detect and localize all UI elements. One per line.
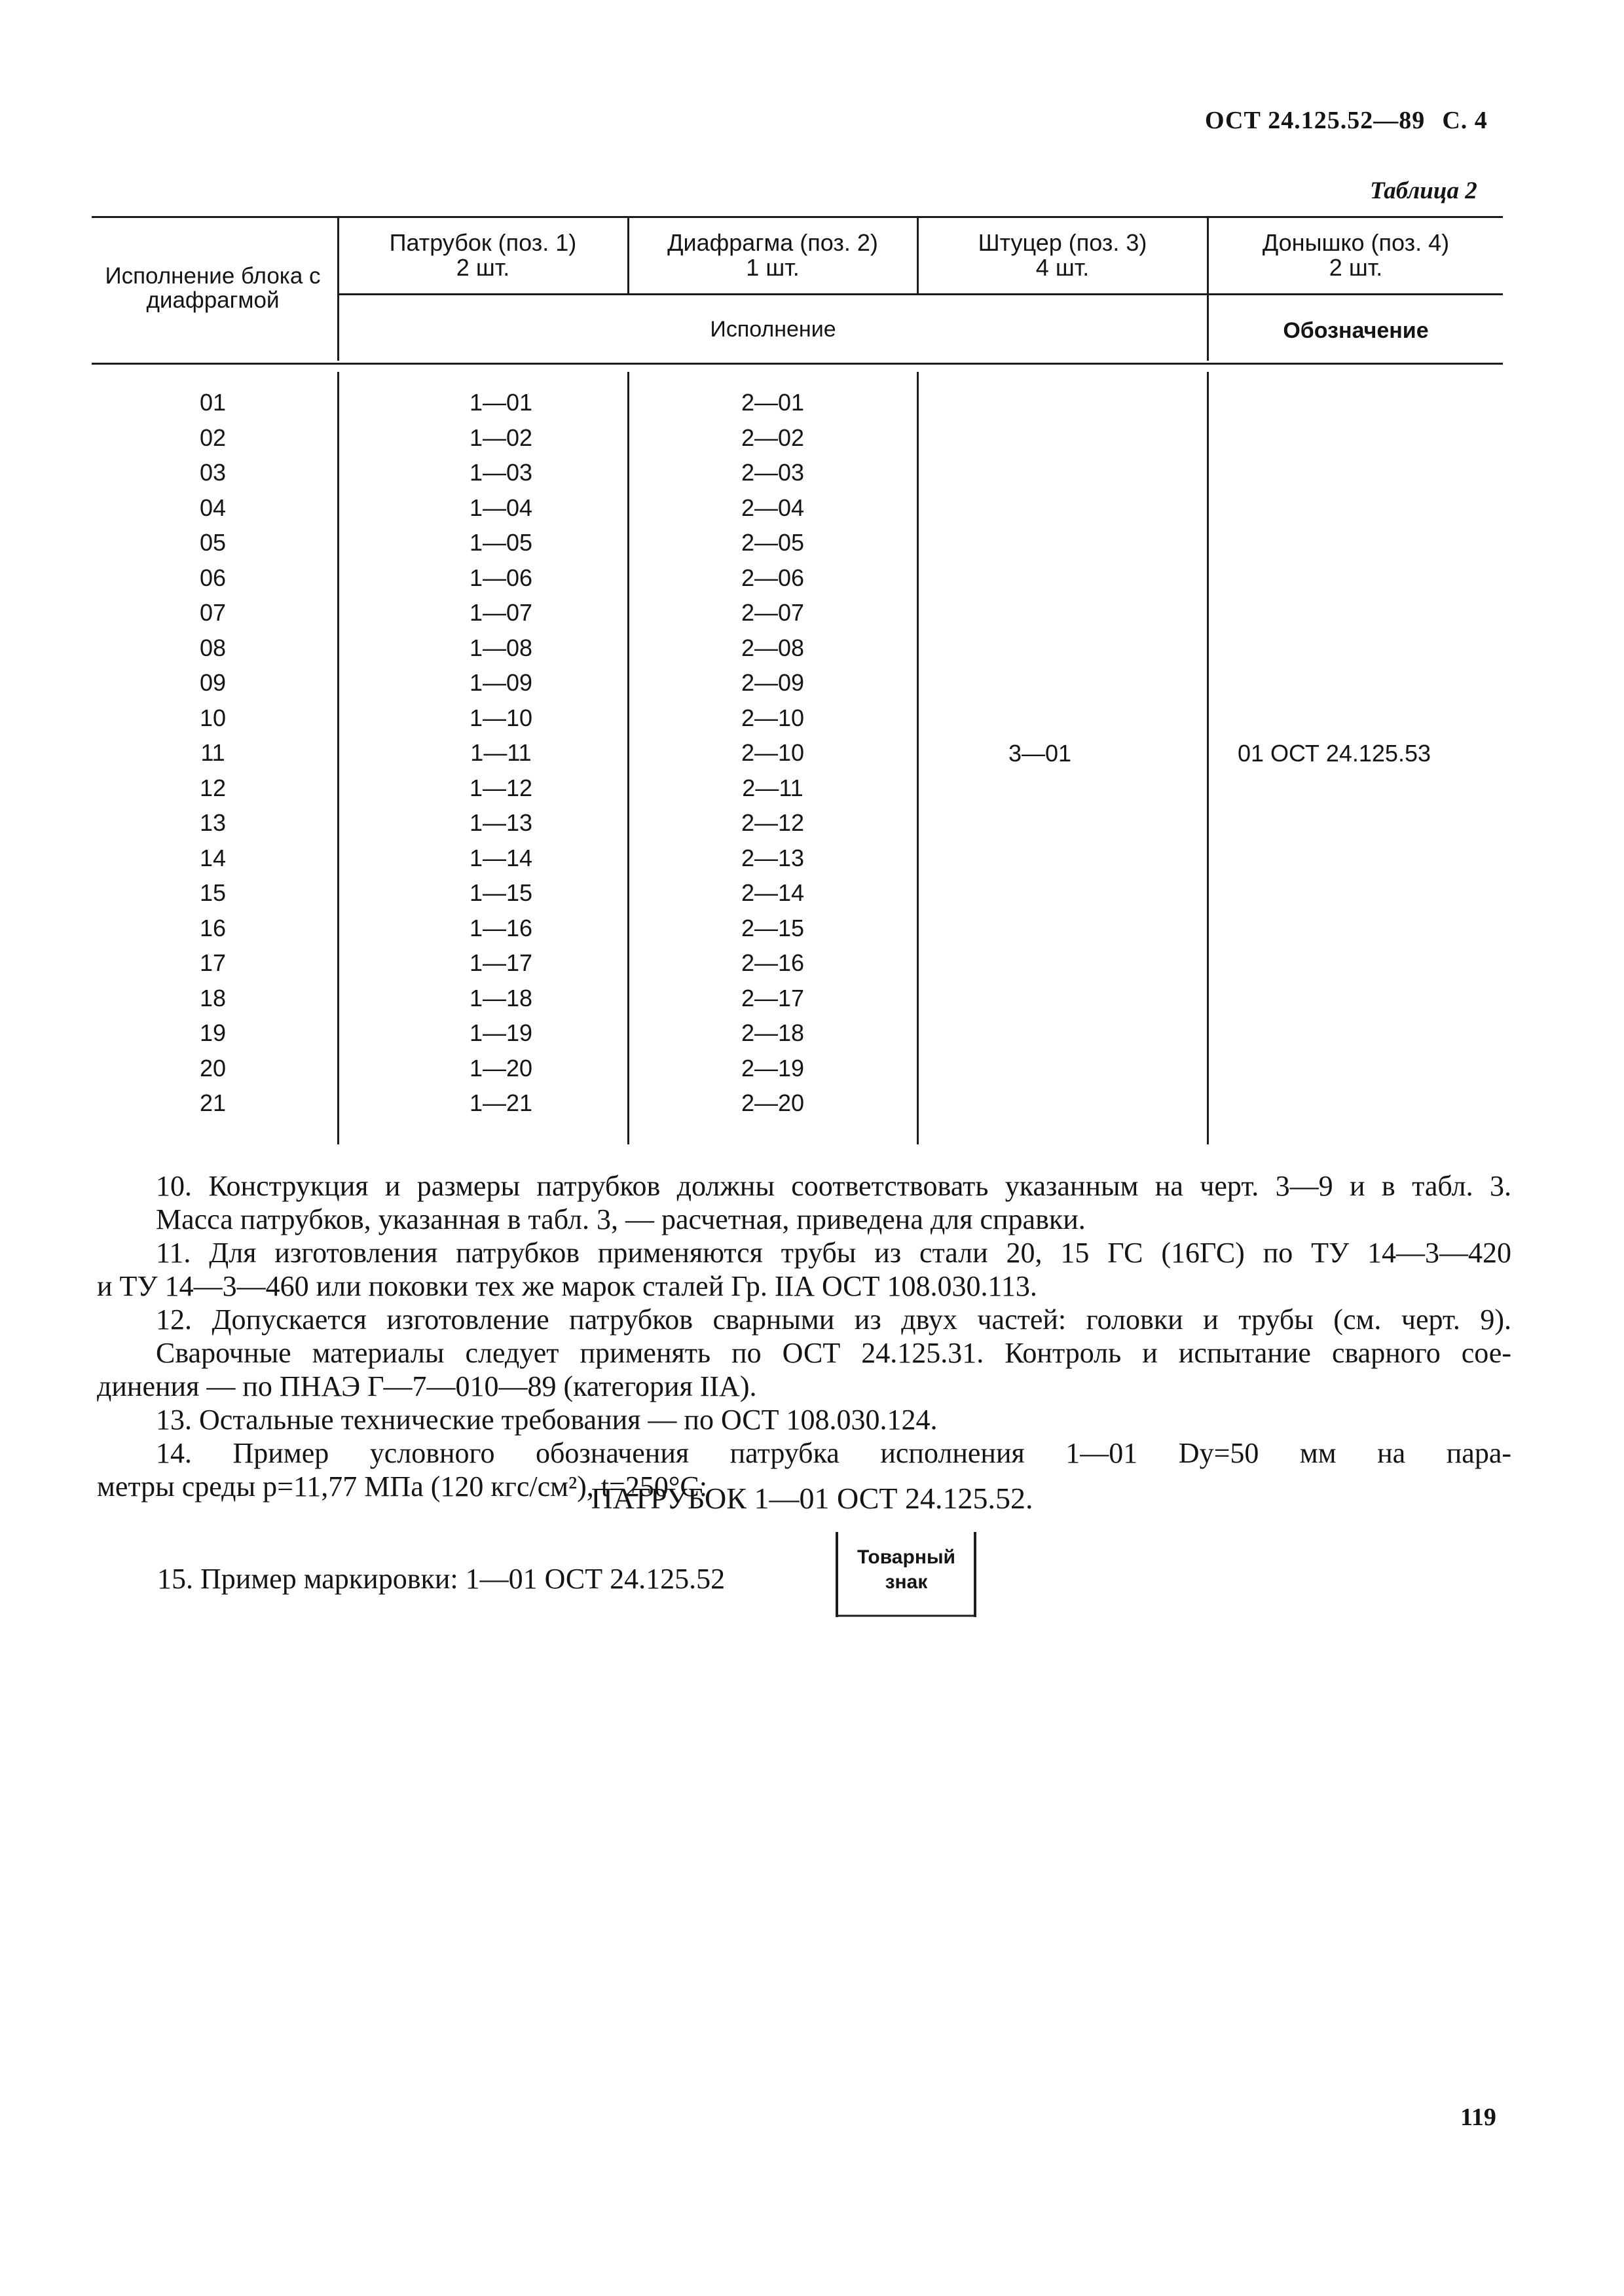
table-cell-diafragma: 2—10 [741,704,805,731]
page-number: 119 [1460,2104,1496,2131]
table-cell-execution: 05 [199,529,227,556]
table-caption: Таблица 2 [1370,177,1477,204]
table-cell-diafragma: 2—18 [741,1019,805,1046]
table-cell-execution: 15 [199,879,227,906]
table-cell-execution: 03 [199,459,227,486]
header-shtutser: Штуцер (поз. 3) 4 шт. [978,229,1147,281]
table-cell-patrubok: 1—20 [469,1054,533,1082]
body-col-divider-4 [1207,372,1209,1144]
body-col-divider-3 [917,372,919,1144]
table-cell-diafragma: 2—12 [741,809,805,836]
paragraph-13: 13. Остальные технические требования — по ОСТ 108.030.124. [156,1404,938,1436]
table-cell-patrubok: 1—04 [469,494,533,521]
table-cell-patrubok: 1—05 [469,529,533,556]
document-id: ОСТ 24.125.52—89 [1205,107,1426,134]
table-cell-execution: 11 [200,739,225,766]
document-header [1205,106,1488,135]
table-cell-patrubok: 1—01 [469,389,533,416]
table-cell-execution: 06 [199,564,227,591]
table-cell-diafragma: 2—17 [741,984,805,1011]
table-cell-execution: 19 [199,1019,227,1046]
table-cell-diafragma: 2—01 [741,389,805,416]
table-cell-patrubok: 1—07 [469,599,533,626]
shtutser-value: 3—01 [1008,740,1072,767]
table-cell-diafragma: 2—13 [741,844,805,871]
paragraph-10: 10. Конструкция и размеры патрубков должны соответствовать указанным на черт. 3—9 и в табл. 3. Масса патрубков, указанная в табл. 3, — расчетная, приведена для справки. [156,1170,1511,1235]
table-cell-patrubok: 1—13 [469,809,533,836]
table-cell-diafragma: 2—11 [742,774,803,801]
table-cell-execution: 07 [199,599,227,626]
table-cell-diafragma: 2—14 [741,879,805,906]
execution-column [177,385,249,1121]
header-donyshko: Донышко (поз. 4) 2 шт. [1262,229,1450,281]
header-patrubok: Патрубок (поз. 1) 2 шт. [389,229,577,281]
col-divider-3 [917,218,919,293]
table-cell-patrubok: 1—09 [469,669,533,696]
body-col-divider-1 [337,372,339,1144]
table-cell-patrubok: 1—03 [469,459,533,486]
table-cell-execution: 09 [199,669,227,696]
paragraph-12: 12. Допускается изготовление патрубков сварными из двух частей: головки и трубы (см. черт. 9). Сварочные материалы следует применять по ОСТ 24.125.31. Контроль и испытание сварного сое- динения — по ПНАЭ Г—7—010—89 (категория IIА). [97,1303,1511,1402]
table-cell-execution: 14 [199,844,227,871]
paragraph-11: 11. Для изготовления патрубков применяются трубы из стали 20, 15 ГС (16ГС) по ТУ 14—3—420 и ТУ 14—3—460 или поковки тех же марок сталей Гр. IIА ОСТ 108.030.113. [97,1237,1511,1302]
table-cell-diafragma: 2—08 [741,634,805,661]
diafragma-column [704,385,841,1121]
table-cell-execution: 20 [199,1054,227,1082]
header-diafragma: Диафрагма (поз. 2) 1 шт. [667,229,878,281]
table-cell-execution: 01 [199,389,227,416]
table-cell-patrubok: 1—18 [469,984,533,1011]
table-cell-execution: 17 [199,949,227,976]
table-cell-execution: 21 [199,1089,227,1116]
table-cell-diafragma: 2—05 [741,529,805,556]
table-subhead-rule [339,293,1503,295]
subheader-ispolnenie: Исполнение [710,317,836,342]
table-cell-execution: 08 [199,634,227,661]
table-cell-execution: 13 [199,809,227,836]
table-cell-execution: 10 [199,704,227,731]
trademark-stamp: Товарный знак [835,1532,978,1617]
table-cell-execution: 18 [199,984,227,1011]
donyshko-value: 01 ОСТ 24.125.53 [1238,740,1431,767]
table-cell-patrubok: 1—15 [469,879,533,906]
table-cell-diafragma: 2—10 [741,739,805,766]
page-label: С. 4 [1442,107,1488,134]
paragraph-14: 14. Пример условного обозначения патрубка исполнения 1—01 Dу=50 мм на пара- метры среды p=11,77 МПа (120 кгс/см²), t=250°С: [97,1437,1511,1503]
table-cell-diafragma: 2—09 [741,669,805,696]
table-cell-patrubok: 1—19 [469,1019,533,1046]
table-cell-diafragma: 2—19 [741,1054,805,1082]
table-cell-execution: 12 [199,774,227,801]
table-cell-patrubok: 1—11 [470,739,532,766]
table-cell-diafragma: 2—15 [741,914,805,941]
table-cell-patrubok: 1—16 [469,914,533,941]
table-cell-diafragma: 2—07 [741,599,805,626]
table-header-bottom-rule [92,363,1503,365]
table-top-rule [92,216,1503,218]
table-cell-execution: 16 [199,914,227,941]
designation-example: ПАТРУБОК 1—01 ОСТ 24.125.52. [591,1482,1033,1515]
table-cell-diafragma: 2—03 [741,459,805,486]
paragraph-15: 15. Пример маркировки: 1—01 ОСТ 24.125.52 [157,1563,726,1595]
table-cell-diafragma: 2—16 [741,949,805,976]
subheader-oboznachenie: Обозначение [1283,318,1429,343]
table-cell-patrubok: 1—17 [469,949,533,976]
table-cell-patrubok: 1—21 [469,1089,533,1116]
header-execution: Исполнение блока с диафрагмой [105,263,321,313]
table-cell-patrubok: 1—08 [469,634,533,661]
table-cell-patrubok: 1—06 [469,564,533,591]
table-cell-execution: 02 [199,424,227,451]
table-cell-execution: 04 [199,494,227,521]
table-cell-diafragma: 2—04 [741,494,805,521]
patrubok-column [432,385,570,1121]
table-cell-patrubok: 1—14 [469,844,533,871]
table-cell-diafragma: 2—06 [741,564,805,591]
table-cell-diafragma: 2—20 [741,1089,805,1116]
table-cell-patrubok: 1—10 [469,704,533,731]
body-col-divider-2 [627,372,629,1144]
table-cell-patrubok: 1—12 [469,774,533,801]
table-cell-diafragma: 2—02 [741,424,805,451]
col-divider-2 [627,218,629,293]
table-cell-patrubok: 1—02 [469,424,533,451]
